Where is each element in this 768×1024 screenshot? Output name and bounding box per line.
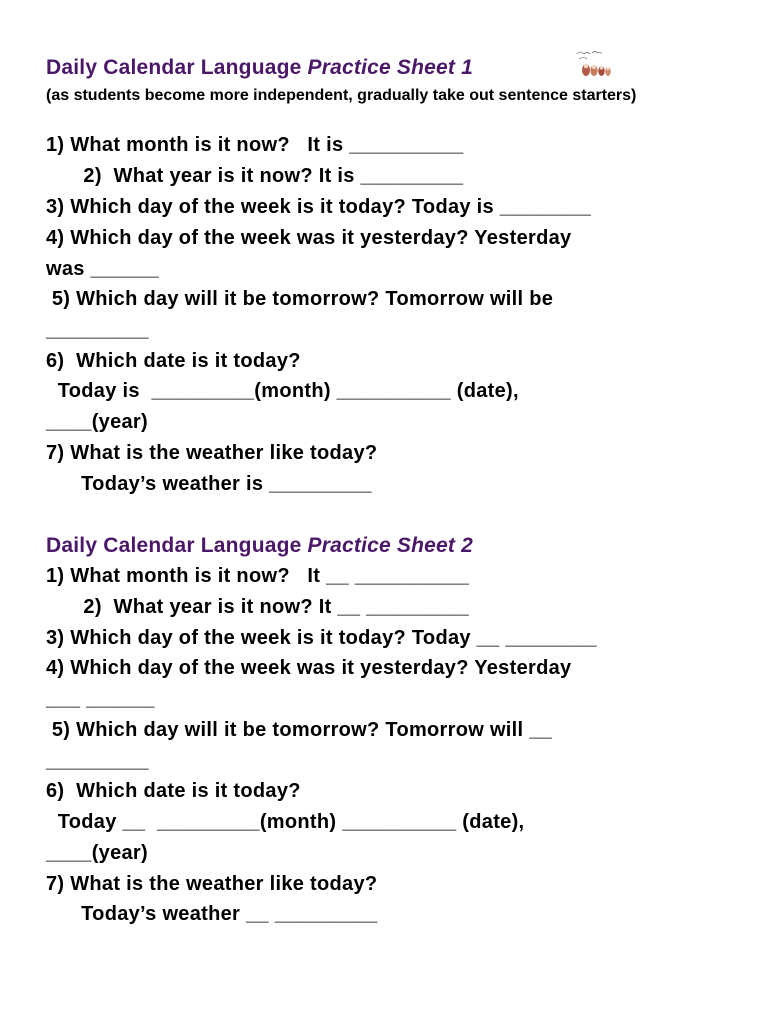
sheet2-question-5: 5) Which day will it be tomorrow? Tomorrow will __: [46, 719, 553, 741]
sheet2-question-7-answer: Today’s weather __ _________: [46, 903, 378, 925]
sheet1-question-5: 5) Which day will it be tomorrow? Tomorrow will be: [46, 288, 554, 310]
matryoshka-dolls-logo-icon: [573, 48, 619, 78]
sheet1-question-6-answer: Today is _________(month) __________ (date),: [46, 380, 519, 402]
sheet1-question-1: 1) What month is it now? It is __________: [46, 134, 464, 156]
sheet2-question-2: 2) What year is it now? It __ _________: [60, 596, 469, 618]
sheet1-question-5-cont: _________: [46, 319, 149, 341]
sheet1-title-tail: Practice Sheet 1: [307, 56, 474, 79]
sheet1-title: [46, 56, 473, 80]
sheet1-question-7: 7) What is the weather like today?: [46, 442, 378, 464]
sheet2-question-1: 1) What month is it now? It __ __________: [46, 565, 470, 587]
sheet1-question-3: 3) Which day of the week is it today? Today is ________: [46, 196, 592, 218]
sheet2-question-7: 7) What is the weather like today?: [46, 873, 378, 895]
sheet2-question-3: 3) Which day of the week is it today? Today __ ________: [46, 627, 597, 649]
sheet2-question-4-cont: ___ ______: [46, 688, 155, 710]
sheet2-question-6: 6) Which date is it today?: [46, 780, 301, 802]
sheet1-title-main: Daily Calendar Language: [46, 56, 308, 79]
sheet1-question-4-cont: was ______: [46, 258, 160, 280]
sheet2-title-tail: Practice Sheet 2: [307, 534, 474, 557]
sheet2-question-6-answer: Today __ _________(month) __________ (date),: [46, 811, 525, 833]
sheet1-question-6-year: ____(year): [46, 411, 148, 433]
sheet1-question-4: 4) Which day of the week was it yesterday? Yesterday: [46, 227, 572, 249]
sheet2-title-main: Daily Calendar Language: [46, 534, 308, 557]
sheet2-question-5-cont: _________: [46, 750, 149, 772]
sheet2-question-4: 4) Which day of the week was it yesterday? Yesterday: [46, 657, 572, 679]
sheet2-question-6-year: ____(year): [46, 842, 148, 864]
sheet1-question-6: 6) Which date is it today?: [46, 350, 301, 372]
sheet2-title: [46, 534, 473, 558]
sheet1-question-7-answer: Today’s weather is _________: [46, 473, 372, 495]
sheet1-subtitle: (as students become more independent, gradually take out sentence starters): [46, 87, 637, 104]
sheet1-question-2: 2) What year is it now? It is _________: [60, 165, 464, 187]
